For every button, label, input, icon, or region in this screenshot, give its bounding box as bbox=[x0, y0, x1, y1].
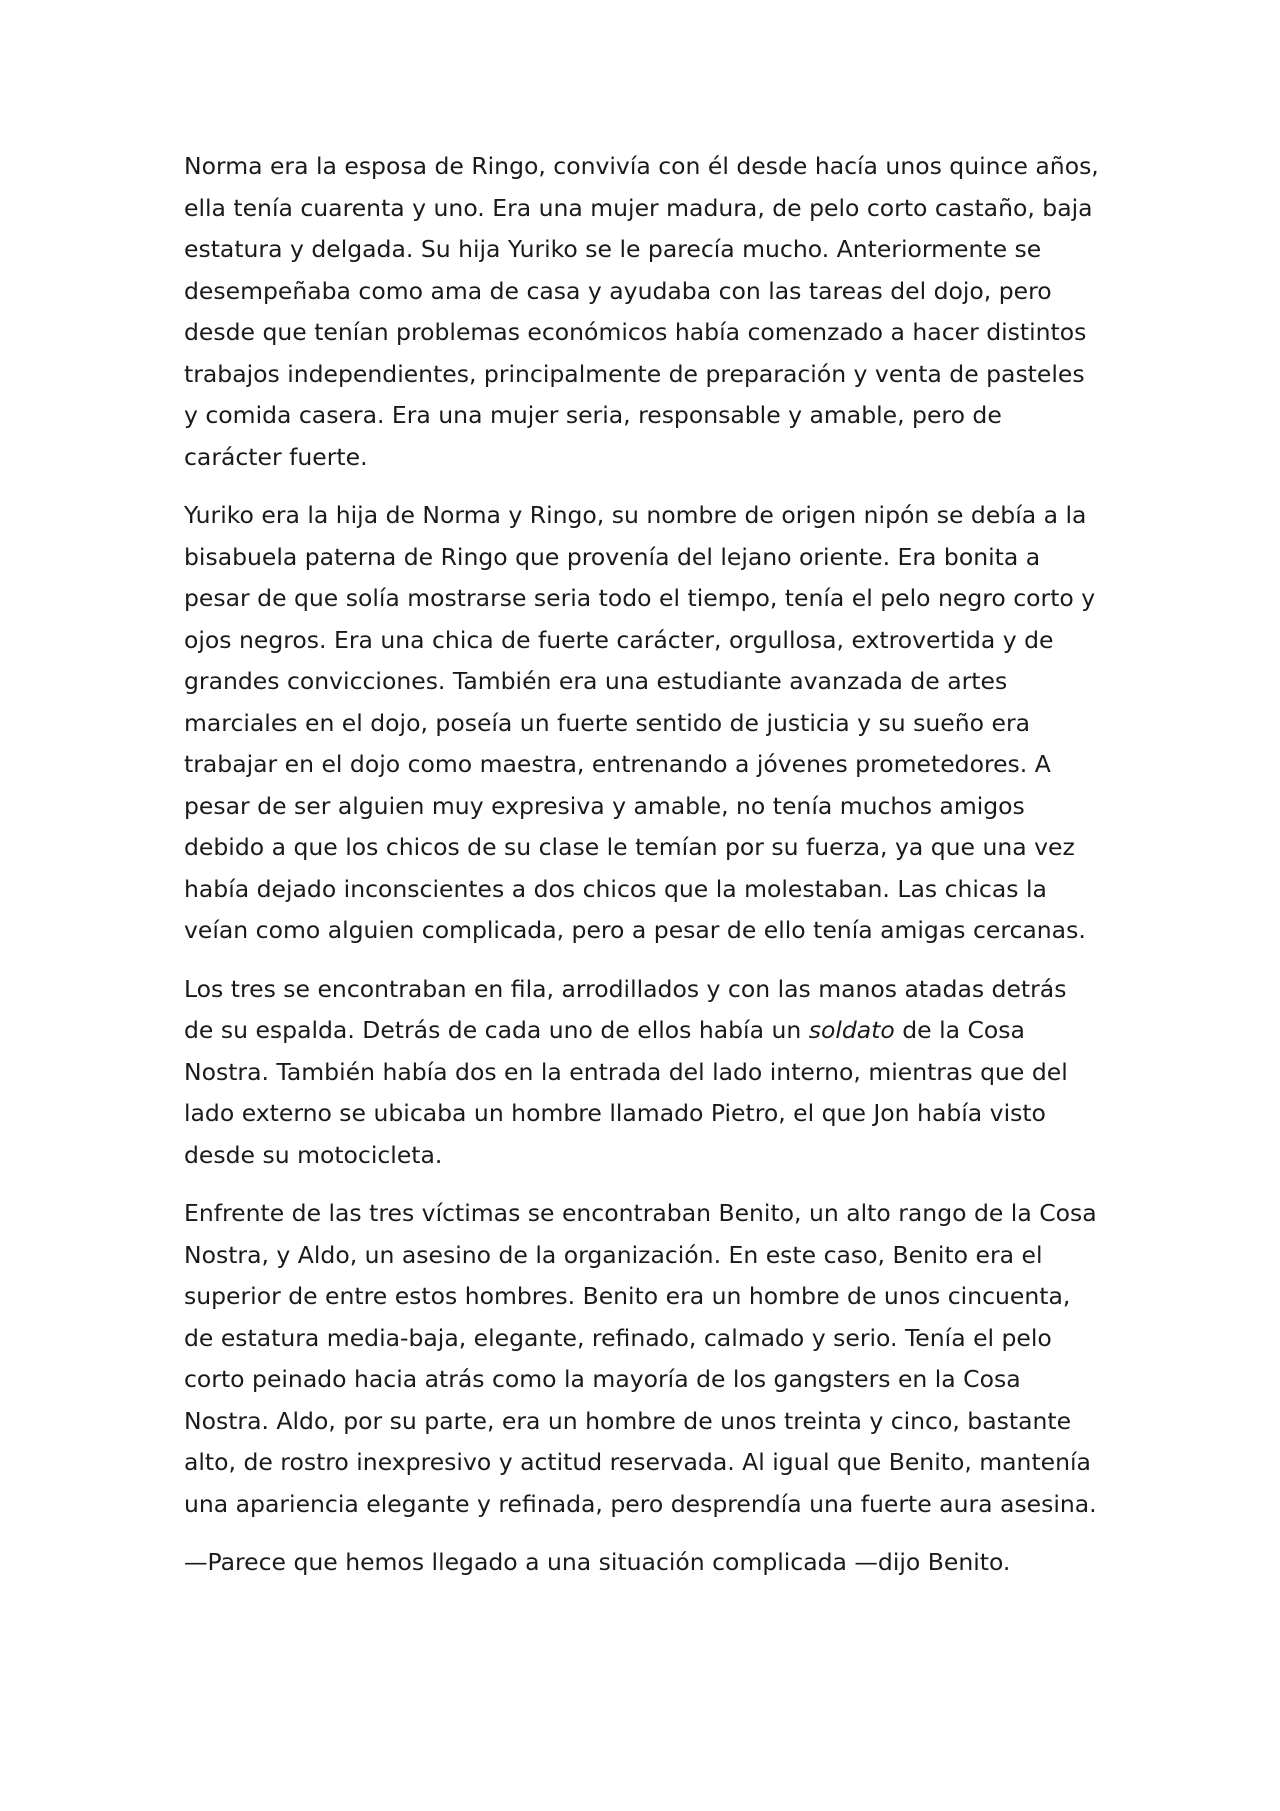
paragraph-captives-end: de la Cosa Nostra. También había dos en la entrada del lado interno, mientras que del lado externo se ubicaba un hombre llamado Pietro, el que Jon había visto desde su motocicleta. bbox=[184, 1016, 1068, 1169]
italic-term-soldato: soldato bbox=[808, 1016, 895, 1044]
paragraph-yuriko: Yuriko era la hija de Norma y Ringo, su nombre de origen nipón se debía a la bisabuela paterna de Ringo que provenía del lejano oriente. Era bonita a pesar de que solía mostrarse seria todo el tiempo, tenía el pelo negro corto y ojos negros. Era una chica de fuerte carácter, orgullosa, extrovertida y de grandes convicciones. También era una estudiante avanzada de artes marciales en el dojo, poseía un fuerte sentido de justicia y su sueño era trabajar en el dojo como maestra, entrenando a jóvenes prometedores. A pesar de ser alguien muy expresiva y amable, no tenía muchos amigos debido a que los chicos de su clase le temían por su fuerza, ya que una vez había dejado inconscientes a dos chicos que la molestaban. Las chicas la veían como alguien complicada, pero a pesar de ello tenía amigas cercanas. bbox=[184, 501, 1096, 944]
paragraph-benito-aldo: Enfrente de las tres víctimas se encontraban Benito, un alto rango de la Cosa Nostra, y Aldo, un asesino de la organización. En este caso, Benito era el superior de entre estos hombres. Benito era un hombre de unos cincuenta, de estatura media-baja, elegante, refinado, calmado y serio. Tenía el pelo corto peinado hacia atrás como la mayoría de los gangsters en la Cosa Nostra. Aldo, por su parte, era un hombre de unos treinta y cinco, bastante alto, de rostro inexpresivo y actitud reservada. Al igual que Benito, mantenía una apariencia elegante y refinada, pero desprendía una fuerte aura asesina. bbox=[184, 1199, 1097, 1518]
paragraph-norma: Norma era la esposa de Ringo, convivía con él desde hacía unos quince años, ella tenía cuarenta y uno. Era una mujer madura, de pelo corto castaño, baja estatura y delgada. Su hija Yuriko se le parecía mucho. Anteriormente se desempeñaba como ama de casa y ayudaba con las tareas del dojo, pero desde que tenían problemas económicos había comenzado a hacer distintos trabajos independientes, principalmente de preparación y venta de pasteles y comida casera. Era una mujer seria, responsable y amable, pero de carácter fuerte. bbox=[184, 152, 1099, 471]
dialogue-line: —Parece que hemos llegado a una situación complicada —dijo Benito. bbox=[184, 1548, 1011, 1576]
document-page bbox=[184, 146, 1100, 1584]
paragraph-captives bbox=[184, 969, 1100, 1177]
paragraph-captives-start: Los tres se encontraban en fila, arrodillados y con las manos atadas detrás de su espalda. Detrás de cada uno de ellos había un bbox=[184, 974, 1067, 1044]
